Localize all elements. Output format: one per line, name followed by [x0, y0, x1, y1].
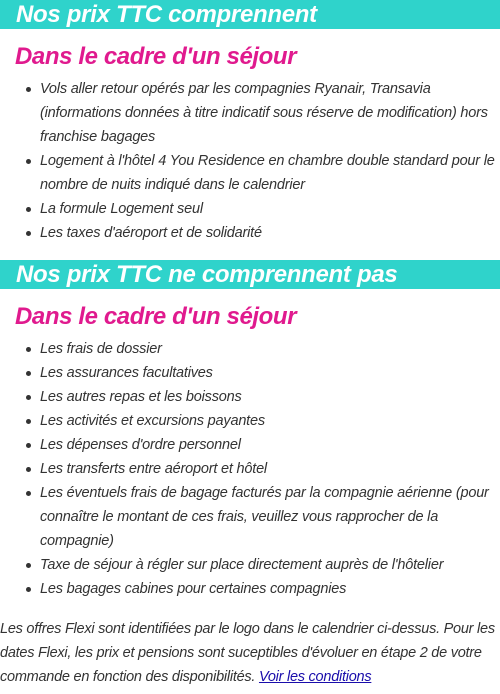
section-banner: Nos prix TTC ne comprennent pas — [0, 260, 500, 289]
list-item: Vols aller retour opérés par les compagnies Ryanair, Transavia (informations données à titre indicatif sous réserve de modification) hors franchise bagages — [40, 77, 500, 149]
list-item: Les frais de dossier — [40, 337, 500, 361]
bullet-icon — [26, 419, 31, 424]
included-list — [0, 77, 500, 245]
flexi-note — [0, 617, 500, 689]
bullet-icon — [26, 563, 31, 568]
list-item: Les taxes d'aéroport et de solidarité — [40, 221, 500, 245]
section-subheading: Dans le cadre d'un séjour — [15, 303, 297, 330]
section-subheading: Dans le cadre d'un séjour — [15, 43, 297, 70]
list-item: Les éventuels frais de bagage facturés par la compagnie aérienne (pour connaître le montant de ces frais, veuillez vous rapprocher de la compagnie) — [40, 481, 500, 553]
bullet-icon — [26, 207, 31, 212]
section-banner: Nos prix TTC comprennent — [0, 0, 500, 29]
bullet-icon — [26, 467, 31, 472]
list-item: Les bagages cabines pour certaines compagnies — [40, 577, 500, 601]
list-item: Les activités et excursions payantes — [40, 409, 500, 433]
flexi-note-text: Les offres Flexi sont identifiées par le logo dans le calendrier ci-dessus. Pour les dates Flexi, les prix et pensions sont suceptibles d'évoluer en étape 2 de votre commande en fonction des disponibilités. — [0, 621, 495, 685]
bullet-icon — [26, 231, 31, 236]
bullet-icon — [26, 371, 31, 376]
bullet-icon — [26, 347, 31, 352]
list-item: Les assurances facultatives — [40, 361, 500, 385]
section-included — [0, 0, 500, 245]
list-item: La formule Logement seul — [40, 197, 500, 221]
not-included-list — [0, 337, 500, 601]
bullet-icon — [26, 395, 31, 400]
bullet-icon — [26, 491, 31, 496]
list-item: Les autres repas et les boissons — [40, 385, 500, 409]
list-item: Taxe de séjour à régler sur place directement auprès de l'hôtelier — [40, 553, 500, 577]
section-not-included — [0, 260, 500, 601]
list-item: Les dépenses d'ordre personnel — [40, 433, 500, 457]
conditions-link[interactable]: Voir les conditions — [258, 669, 372, 685]
bullet-icon — [26, 587, 31, 592]
bullet-icon — [26, 87, 31, 92]
bullet-icon — [26, 443, 31, 448]
list-item: Logement à l'hôtel 4 You Residence en chambre double standard pour le nombre de nuits indiqué dans le calendrier — [40, 149, 500, 197]
list-item: Les transferts entre aéroport et hôtel — [40, 457, 500, 481]
bullet-icon — [26, 159, 31, 164]
